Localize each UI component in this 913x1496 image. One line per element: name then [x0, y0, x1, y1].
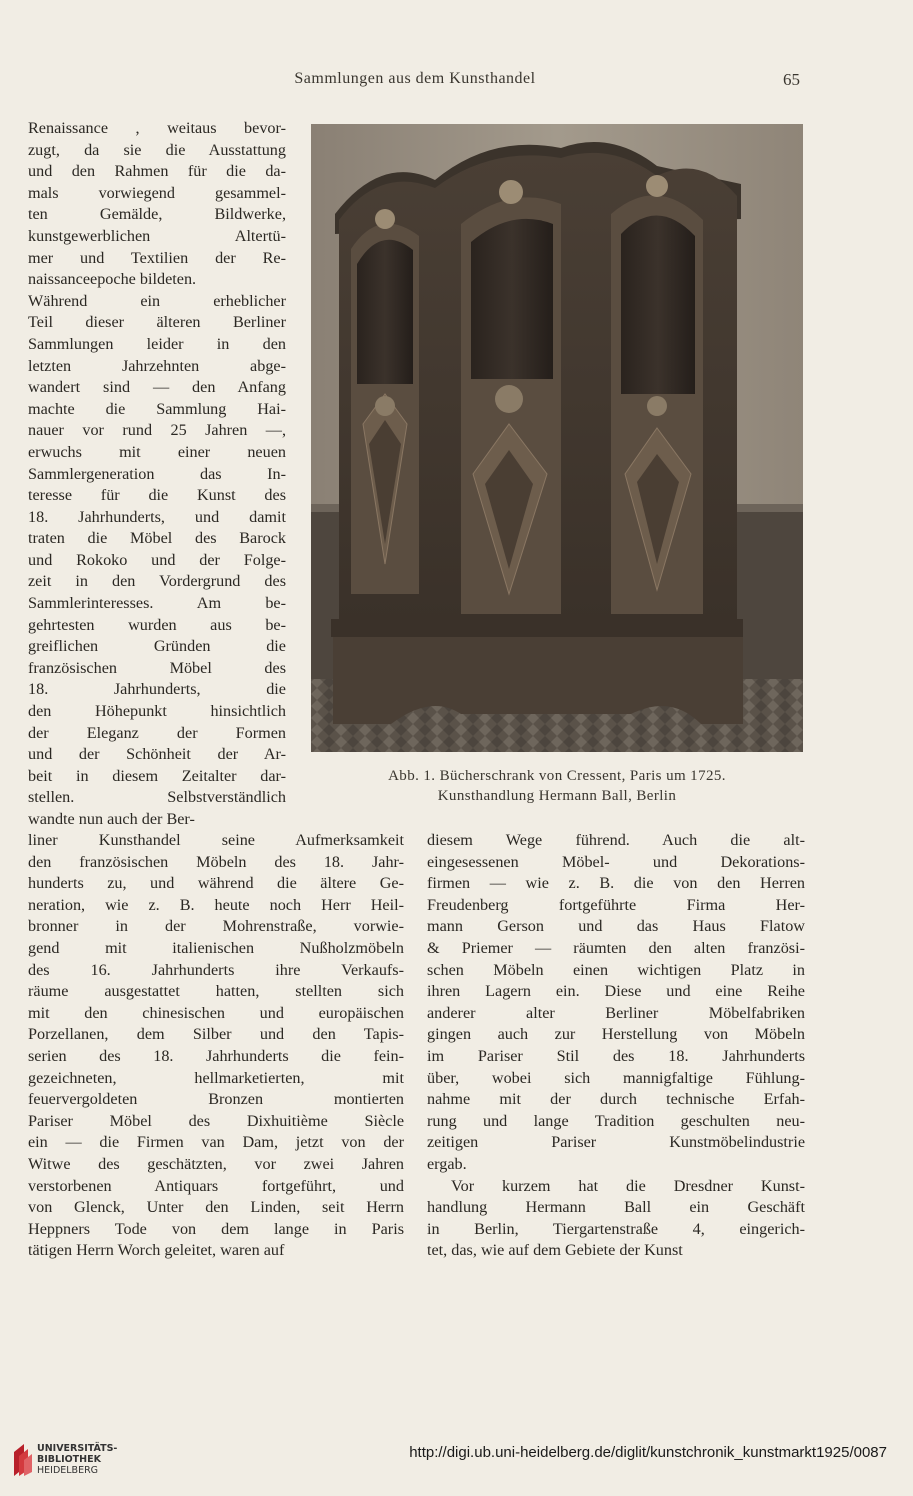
logo-text-line-2: BIBLIOTHEK — [37, 1454, 101, 1465]
ornament-left — [375, 209, 395, 229]
text-line: greiflichen Gründen die — [28, 637, 286, 656]
text-line: und Rokoko und der Folge- — [28, 550, 286, 569]
text-line: zugt, da sie die Ausstattung — [28, 140, 286, 159]
figure-caption — [311, 766, 803, 806]
right-door-glass — [621, 215, 695, 394]
library-logo-mark-icon — [10, 1442, 40, 1478]
text-line: ergab. — [427, 1154, 467, 1173]
text-line: naissanceepoche bildeten. — [28, 270, 197, 289]
page-number: 65 — [783, 70, 800, 89]
text-line: Sammlergeneration das In- — [28, 464, 286, 483]
source-url-link[interactable]: http://digi.ub.uni-heidelberg.de/diglit/kunstchronik_kunstmarkt1925/0087 — [409, 1444, 887, 1461]
text-line: feuervergoldeten Bronzen montierten — [28, 1090, 404, 1109]
text-line: Freudenberg fortgeführte Firma Her- — [427, 895, 805, 914]
text-line: stellen. Selbstverständlich — [28, 788, 286, 807]
text-line: nauer vor rund 25 Jahren —, — [28, 421, 286, 440]
text-line: neration, wie z. B. heute noch Herr Heil- — [28, 895, 404, 914]
text-line: diesem Wege führend. Auch die alt- — [427, 831, 805, 849]
text-line: und den Rahmen für die da- — [28, 162, 286, 181]
ornament-center — [499, 180, 523, 204]
text-line: Porzellanen, dem Silber und den Tapis- — [28, 1025, 404, 1044]
figure-bookcase-photo — [311, 124, 803, 752]
text-line: im Pariser Stil des 18. Jahrhunderts — [427, 1046, 805, 1065]
ornament-right — [646, 175, 668, 197]
text-line: und der Schönheit der Ar- — [28, 745, 286, 764]
library-logo[interactable] — [10, 1442, 130, 1484]
text-line: französischen Möbel des — [28, 658, 286, 677]
text-line: tet, das, wie auf dem Gebiete der Kunst — [427, 1241, 683, 1260]
text-line: handlung Hermann Ball ein Geschäft — [427, 1198, 805, 1217]
text-line: tätigen Herrn Worch geleitet, waren auf — [28, 1241, 285, 1260]
text-line: von Glenck, Unter den Linden, seit Herrn — [28, 1198, 404, 1217]
text-line: Teil dieser älteren Berliner — [28, 313, 286, 332]
text-line: & Priemer — räumten den alten französi- — [427, 938, 805, 957]
text-line: teresse für die Kunst des — [28, 486, 286, 505]
caption-line-1: Abb. 1. Bücherschrank von Cressent, Paris um 1725. — [388, 768, 726, 784]
text-line: Sammlerinteresses. Am be- — [28, 594, 286, 613]
text-line: mals vorwiegend gesammel- — [28, 183, 286, 202]
text-line: traten die Möbel des Barock — [28, 529, 286, 548]
text-line: eingesessenen Möbel- und Dekorations- — [427, 852, 805, 871]
text-line: machte die Sammlung Hai- — [28, 399, 286, 418]
text-line: wandte nun auch der Ber- — [28, 810, 195, 828]
text-line: schen Möbeln einen wichtigen Platz in — [427, 960, 805, 979]
left-door-glass — [357, 240, 413, 384]
text-line: hunderts zu, und während die ältere Ge- — [28, 874, 404, 893]
running-head — [0, 70, 913, 94]
text-line: liner Kunsthandel seine Aufmerksamkeit — [28, 831, 404, 849]
text-line: mer und Textilien der Re- — [28, 248, 286, 267]
text-line: über, wobei sich mannigfaltige Fühlung- — [427, 1068, 805, 1087]
text-line: zeitigen Pariser Kunstmöbelindustrie — [427, 1133, 805, 1152]
text-line: nahme mit der durch technische Erfah- — [427, 1090, 805, 1109]
logo-text-line-3: HEIDELBERG — [37, 1465, 99, 1476]
text-line: mit den chinesischen und europäischen — [28, 1003, 404, 1022]
text-line: rung und lange Tradition geschulten neu- — [427, 1111, 805, 1130]
text-line: 18. Jahrhunderts, die — [28, 680, 286, 699]
text-line: bronner in der Mohrenstraße, vorwie- — [28, 917, 404, 936]
text-line: der Eleganz der Formen — [28, 723, 286, 742]
text-line: anderer alter Berliner Möbelfabriken — [427, 1003, 805, 1022]
text-line: gend mit italienischen Nußholzmöbeln — [28, 938, 404, 957]
running-title: Sammlungen aus dem Kunsthandel — [294, 70, 536, 87]
text-line: ein — die Firmen van Dam, jetzt von der — [28, 1133, 404, 1152]
bookcase-body — [331, 142, 743, 724]
text-line: Heppners Tode von dem lange in Paris — [28, 1219, 404, 1238]
text-line: Während ein erheblicher — [28, 291, 286, 310]
text-line: 18. Jahrhunderts, und damit — [28, 507, 286, 526]
text-line: Witwe des geschätzten, vor zwei Jahren — [28, 1154, 404, 1173]
text-line: Pariser Möbel des Dixhuitième Siècle — [28, 1111, 404, 1130]
text-line: den Höhepunkt hinsichtlich — [28, 702, 286, 721]
logo-text-line-1: UNIVERSITÄTS- — [37, 1443, 118, 1454]
text-line: beit in diesem Zeitalter dar- — [28, 766, 286, 785]
text-line: den französischen Möbeln des 18. Jahr- — [28, 852, 404, 871]
footer — [0, 1430, 913, 1496]
text-line: ihren Lagern ein. Diese und eine Reihe — [427, 982, 805, 1001]
text-line: zeit in den Vordergrund des — [28, 572, 286, 591]
text-line: gehrtesten wurden aus be- — [28, 615, 286, 634]
text-line: in Berlin, Tiergartenstraße 4, eingerich- — [427, 1219, 805, 1238]
text-line: verstorbenen Antiquars fortgeführt, und — [28, 1176, 404, 1195]
text-line: serien des 18. Jahrhunderts die fein- — [28, 1046, 404, 1065]
center-door-glass — [471, 219, 553, 379]
text-line: erwuchs mit einer neuen — [28, 442, 286, 461]
text-line: firmen — wie z. B. die von den Herren — [427, 874, 805, 893]
left-column-top — [28, 118, 286, 831]
text-line: räume ausgestattet hatten, stellten sich — [28, 982, 404, 1001]
right-column — [427, 830, 805, 1262]
text-line: letzten Jahrzehnten abge- — [28, 356, 286, 375]
text-line: gingen auch zur Herstellung von Möbeln — [427, 1025, 805, 1044]
text-line: gezeichneten, hellmarketierten, mit — [28, 1068, 404, 1087]
left-column-bottom — [28, 830, 404, 1262]
text-line: Sammlungen leider in den — [28, 334, 286, 353]
text-line: wandert sind — den Anfang — [28, 378, 286, 397]
text-line: Vor kurzem hat die Dresdner Kunst- — [451, 1176, 805, 1195]
bookcase-illustration — [311, 124, 803, 752]
text-line: kunstgewerblichen Altertü- — [28, 226, 286, 245]
text-line: Renaissance , weitaus bevor- — [28, 119, 286, 137]
caption-line-2: Kunsthandlung Hermann Ball, Berlin — [437, 788, 677, 804]
text-line: des 16. Jahrhunderts ihre Verkaufs- — [28, 960, 404, 979]
text-line: mann Gerson und das Haus Flatow — [427, 917, 805, 936]
text-line: ten Gemälde, Bildwerke, — [28, 205, 286, 224]
